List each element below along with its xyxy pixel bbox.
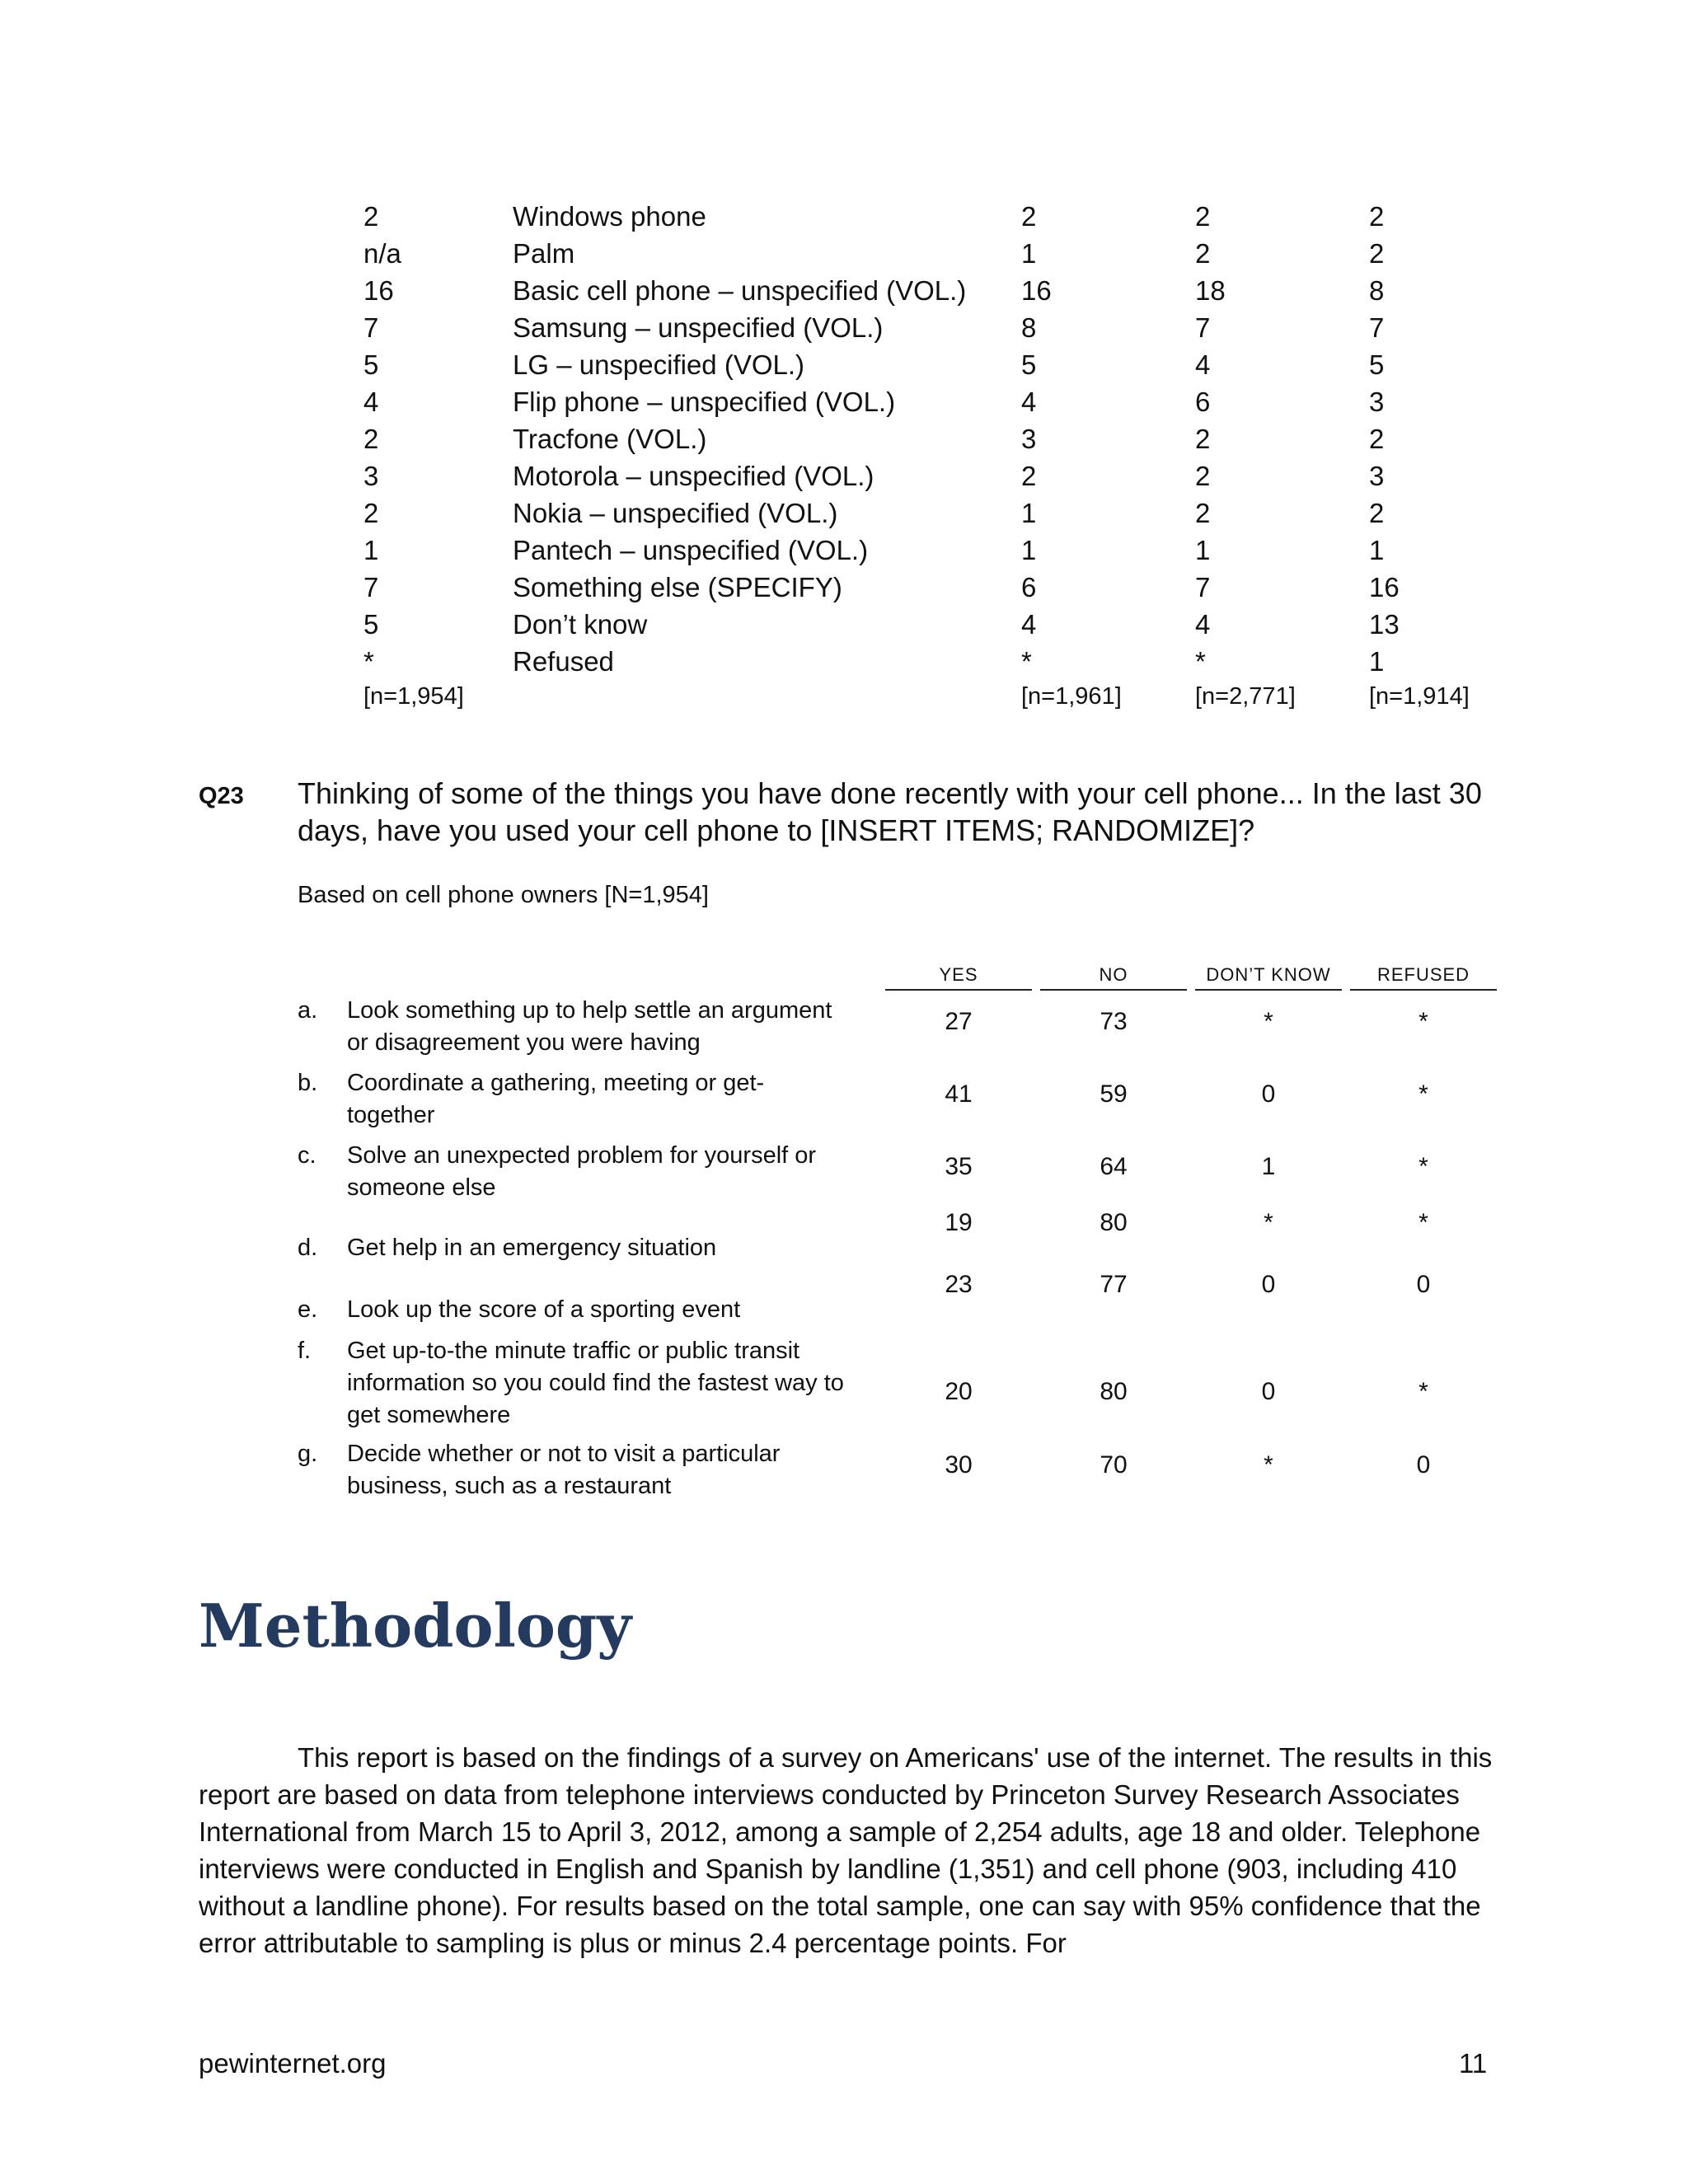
cell: 16: [363, 275, 394, 306]
cell: 2: [1369, 498, 1385, 528]
row-label: Flip phone – unspecified (VOL.): [513, 387, 896, 417]
cell: *: [1021, 646, 1032, 677]
value-no: 70: [1100, 1451, 1128, 1479]
cell: 2: [1021, 461, 1037, 491]
value-no: 80: [1100, 1209, 1128, 1236]
item-text: Solve an unexpected problem for yourself or someone else: [347, 1142, 817, 1201]
value-refused: *: [1418, 1209, 1428, 1236]
cell: 2: [1369, 424, 1385, 454]
value-no: 73: [1100, 1008, 1128, 1035]
value-dont-know: *: [1264, 1008, 1273, 1035]
cell: 5: [1369, 349, 1385, 380]
item-text: Get help in an emergency situation: [347, 1235, 717, 1261]
value-yes: 23: [945, 1271, 973, 1298]
value-no: 64: [1100, 1153, 1128, 1180]
cell: [n=2,771]: [1195, 683, 1296, 710]
item-letter: e.: [298, 1296, 318, 1323]
cell: 1: [1021, 535, 1037, 565]
cell: 2: [363, 424, 379, 454]
cell: 5: [363, 609, 379, 640]
row-label: Motorola – unspecified (VOL.): [513, 461, 874, 491]
item-text: Look up the score of a sporting event: [347, 1296, 741, 1323]
value-refused: *: [1418, 1080, 1428, 1108]
cell: 4: [1021, 609, 1037, 640]
cell: 2: [1195, 201, 1211, 232]
cell: 1: [1369, 646, 1385, 677]
cell: 3: [1369, 461, 1385, 491]
value-refused: *: [1418, 1008, 1428, 1035]
value-yes: 20: [945, 1378, 973, 1405]
cell: [n=1,954]: [363, 683, 464, 710]
row-label: Tracfone (VOL.): [513, 424, 707, 454]
cell: 2: [1195, 461, 1211, 491]
body-paragraph: [199, 1739, 1501, 1961]
row-label: Palm: [513, 238, 575, 269]
value-yes: 41: [945, 1080, 973, 1108]
cell: 7: [363, 312, 379, 343]
footer-site: pewinternet.org: [199, 2048, 387, 2079]
cell: 2: [1195, 498, 1211, 528]
cell: 2: [363, 498, 379, 528]
row-label: Don’t know: [513, 609, 648, 640]
cell: 2: [363, 201, 379, 232]
value-refused: 0: [1416, 1451, 1431, 1479]
value-yes: 35: [945, 1153, 973, 1180]
cell: [n=1,961]: [1021, 683, 1122, 710]
item-text: Coordinate a gathering, meeting or get-together: [347, 1070, 765, 1128]
value-dont-know: 0: [1261, 1080, 1276, 1108]
question-label: Q23: [199, 783, 244, 809]
row-label: Refused: [513, 646, 614, 677]
cell: 7: [1195, 572, 1211, 602]
page-number: 11: [1459, 2048, 1488, 2079]
value-refused: *: [1418, 1378, 1428, 1405]
value-yes: 30: [945, 1451, 973, 1479]
item-letter: g.: [298, 1441, 318, 1467]
cell: 13: [1369, 609, 1400, 640]
cell: 5: [363, 349, 379, 380]
cell: 8: [1369, 275, 1385, 306]
value-dont-know: *: [1264, 1451, 1273, 1479]
row-label: Windows phone: [513, 201, 706, 232]
item-text: Get up-to-the minute traffic or public transit information so you could find the fastest way to get somewhere: [347, 1338, 844, 1428]
cell: n/a: [363, 238, 401, 269]
cell: 1: [1369, 535, 1385, 565]
cell: 7: [363, 572, 379, 602]
cell: *: [363, 646, 374, 677]
cell: 5: [1021, 349, 1037, 380]
cell: 18: [1195, 275, 1226, 306]
cell: *: [1195, 646, 1206, 677]
cell: 1: [1021, 498, 1037, 528]
column-header-yes: YES: [885, 964, 1032, 991]
cell: [n=1,914]: [1369, 683, 1470, 710]
cell: 6: [1021, 572, 1037, 602]
item-text: Look something up to help settle an argument or disagreement you were having: [347, 997, 832, 1056]
cell: 7: [1369, 312, 1385, 343]
cell: 8: [1021, 312, 1037, 343]
row-label: Nokia – unspecified (VOL.): [513, 498, 838, 528]
cell: 3: [363, 461, 379, 491]
cell: 1: [1021, 238, 1037, 269]
value-no: 59: [1100, 1080, 1128, 1108]
value-no: 80: [1100, 1378, 1128, 1405]
value-dont-know: 0: [1261, 1271, 1276, 1298]
column-header-refused: REFUSED: [1350, 964, 1497, 991]
cell: 1: [363, 535, 379, 565]
item-letter: c.: [298, 1142, 316, 1169]
section-heading: Methodology: [199, 1591, 632, 1661]
cell: 2: [1369, 238, 1385, 269]
cell: 7: [1195, 312, 1211, 343]
value-refused: *: [1418, 1153, 1428, 1180]
value-no: 77: [1100, 1271, 1128, 1298]
value-dont-know: *: [1264, 1209, 1273, 1236]
row-label: Basic cell phone – unspecified (VOL.): [513, 275, 967, 306]
item-text: Decide whether or not to visit a particular business, such as a restaurant: [347, 1441, 781, 1499]
row-label: Something else (SPECIFY): [513, 572, 842, 602]
value-yes: 27: [945, 1008, 973, 1035]
question-base: Based on cell phone owners [N=1,954]: [298, 882, 709, 908]
cell: 1: [1195, 535, 1211, 565]
cell: 6: [1195, 387, 1211, 417]
row-label: LG – unspecified (VOL.): [513, 349, 805, 380]
cell: 2: [1195, 238, 1211, 269]
cell: 2: [1195, 424, 1211, 454]
cell: 4: [1021, 387, 1037, 417]
row-label: Samsung – unspecified (VOL.): [513, 312, 884, 343]
cell: 16: [1021, 275, 1052, 306]
cell: 4: [1195, 609, 1211, 640]
item-letter: b.: [298, 1070, 318, 1096]
value-yes: 19: [945, 1209, 973, 1236]
cell: 2: [1021, 201, 1037, 232]
value-dont-know: 1: [1261, 1153, 1276, 1180]
value-dont-know: 0: [1261, 1378, 1276, 1405]
item-letter: d.: [298, 1235, 318, 1261]
cell: 2: [1369, 201, 1385, 232]
column-header-no: NO: [1040, 964, 1187, 991]
row-label: Pantech – unspecified (VOL.): [513, 535, 869, 565]
cell: 16: [1369, 572, 1400, 602]
question-text: Thinking of some of the things you have done recently with your cell phone... In the last 30 days, have you used your cell phone to [INSERT ITEMS; RANDOMIZE]?: [298, 776, 1482, 847]
item-letter: f.: [298, 1338, 312, 1364]
column-header-dont-know: DON’T KNOW: [1195, 964, 1342, 991]
cell: 3: [1021, 424, 1037, 454]
value-refused: 0: [1416, 1271, 1431, 1298]
cell: 4: [1195, 349, 1211, 380]
item-letter: a.: [298, 997, 318, 1024]
paragraph-text: This report is based on the findings of a survey on Americans' use of the internet. The results in this report are based on data from telephone interviews conducted by Princeton Survey Research Associates International from March 15 to April 3, 2012, among a sample of 2,254 adults, age 18 and older. Telephone interviews were conducted in English and Spanish by landline (1,351) and cell phone (903, including 410 without a landline phone). For results based on the total sample, one can say with 95% confidence that the error attributable to sampling is plus or minus 2.4 percentage points. For: [199, 1742, 1493, 1958]
cell: 4: [363, 387, 379, 417]
cell: 3: [1369, 387, 1385, 417]
